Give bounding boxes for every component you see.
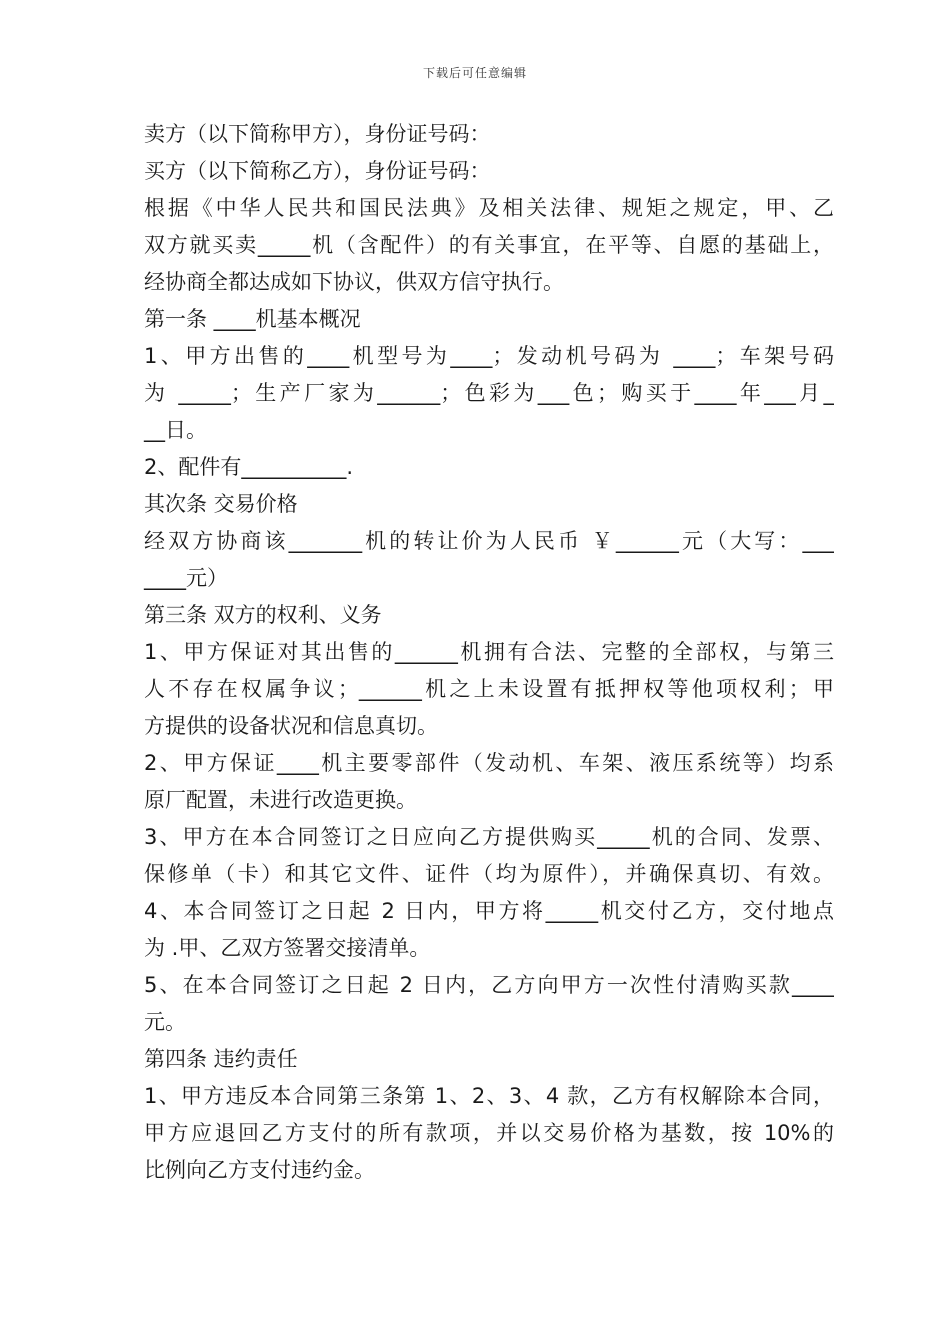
- contract-body: [144, 116, 834, 1189]
- clause-line: 比例向乙方支付违约金。: [144, 1158, 375, 1182]
- clause-line: 原厂配置，未进行改造更换。: [144, 788, 417, 812]
- article-heading: 第三条 双方的权利、义务: [144, 603, 382, 627]
- clause-line: 方提供的设备状况和信息真切。: [144, 714, 438, 738]
- page-header: 下载后可任意编辑: [422, 66, 527, 80]
- clause-line: 2、配件有__________.: [144, 455, 354, 479]
- clause-line: 1、甲方保证对其出售的______机拥有合法、完整的全部权，与第三: [144, 640, 834, 664]
- preamble-line: 根据《中华人民共和国民法典》及相关法律、规矩之规定，甲、乙: [144, 196, 834, 220]
- clause-line: __日。: [144, 418, 207, 442]
- clause-line: 甲方应退回乙方支付的所有款项，并以交易价格为基数，按 10%的: [144, 1121, 834, 1145]
- clause-line: 4、本合同签订之日起 2 日内，甲方将_____机交付乙方，交付地点: [144, 899, 834, 923]
- clause-line: 保修单（卡）和其它文件、证件（均为原件），并确保真切、有效。: [144, 862, 834, 886]
- clause-line: 经双方协商该_______机的转让价为人民币 ￥______元（大写：___: [144, 529, 834, 553]
- seller-line: 卖方（以下简称甲方），身份证号码：: [144, 122, 491, 146]
- article-heading: 其次条 交易价格: [144, 492, 298, 516]
- clause-line: 人不存在权属争议；______机之上未设置有抵押权等他项权利；甲: [144, 677, 834, 701]
- clause-line: 1、甲方违反本合同第三条第 1、2、3、4 款，乙方有权解除本合同，: [144, 1084, 834, 1108]
- clause-line: 5、在本合同签订之日起 2 日内，乙方向甲方一次性付清购买款____: [144, 973, 834, 997]
- preamble-line: 双方就买卖_____机（含配件）的有关事宜，在平等、自愿的基础上，: [144, 233, 834, 257]
- clause-line: 3、甲方在本合同签订之日应向乙方提供购买_____机的合同、发票、: [144, 825, 834, 849]
- article-heading: 第一条 ____机基本概况: [144, 307, 361, 331]
- article-heading: 第四条 违约责任: [144, 1047, 298, 1071]
- clause-line: 为 .甲、乙双方签署交接清单。: [144, 936, 431, 960]
- clause-line: 为 _____；生产厂家为______；色彩为___色；购买于____年___月_: [144, 381, 834, 405]
- buyer-line: 买方（以下简称乙方），身份证号码：: [144, 159, 491, 183]
- clause-line: ____元）: [144, 566, 228, 590]
- clause-line: 元。: [144, 1010, 186, 1034]
- clause-line: 2、甲方保证____机主要零部件（发动机、车架、液压系统等）均系: [144, 751, 834, 775]
- preamble-line: 经协商全都达成如下协议，供双方信守执行。: [144, 270, 564, 294]
- clause-line: 1、甲方出售的____机型号为____；发动机号码为 ____；车架号码: [144, 344, 834, 368]
